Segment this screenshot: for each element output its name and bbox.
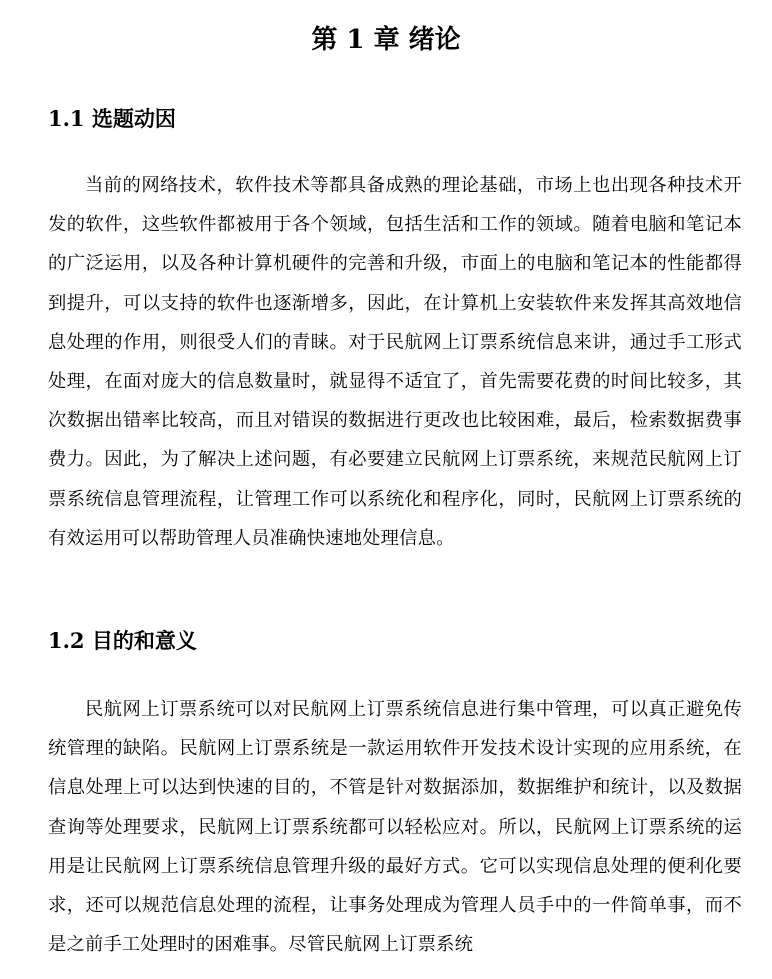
section-heading-1-2: 1.2 目的和意义 <box>48 628 197 653</box>
section-1-2-paragraph: 民航网上订票系统可以对民航网上订票系统信息进行集中管理，可以真正避免传统管理的缺陷。民航网上订票系统是一款运用软件开发技术设计实现的应用系统，在信息处理上可以达到快速的目的，不管是针对数据添加，数据维护和统计，以及数据查询等处理要求，民航网上订票系统都可以轻松应对。所以，民航网上订票系统的运用是让民航网上订票系统信息管理升级的最好方式。它可以实现信息处理的便利化要求，还可以规范信息处理的流程，让事务处理成为管理人员手中的一件简单事，而不是之前手工处理时的困难事。尽管民航网上订票系统 <box>48 699 742 956</box>
section-heading-1-1: 1.1 选题动因 <box>48 106 176 131</box>
section-1-1-paragraph: 当前的网络技术，软件技术等都具备成熟的理论基础，市场上也出现各种技术开发的软件，这些软件都被用于各个领域，包括生活和工作的领域。随着电脑和笔记本的广泛运用，以及各种计算机硬件的完善和升级，市面上的电脑和笔记本的性能都得到提升，可以支持的软件也逐渐增多，因此，在计算机上安装软件来发挥其高效地信息处理的作用，则很受人们的青睐。对于民航网上订票系统信息来讲，通过手工形式处理，在面对庞大的信息数量时，就显得不适宜了，首先需要花费的时间比较多，其次数据出错率比较高，而且对错误的数据进行更改也比较困难，最后，检索数据费事费力。因此，为了解决上述问题，有必要建立民航网上订票系统，来规范民航网上订票系统信息管理流程，让管理工作可以系统化和程序化，同时，民航网上订票系统的有效运用可以帮助管理人员准确快速地处理信息。 <box>48 175 742 549</box>
chapter-title: 第 1 章 绪论 <box>311 25 461 55</box>
